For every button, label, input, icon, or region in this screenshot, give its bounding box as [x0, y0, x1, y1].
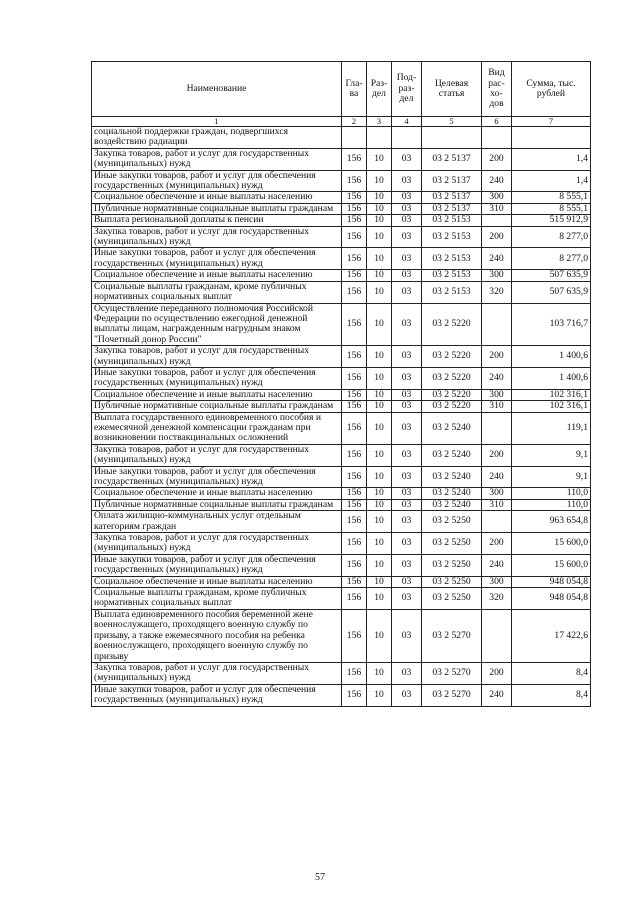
column-number: 5 — [422, 117, 482, 127]
table-row — [92, 662, 591, 684]
table-row — [92, 444, 591, 466]
row-razdel: 10 — [367, 346, 392, 368]
row-podrazdel: 03 — [392, 248, 422, 270]
row-podrazdel: 03 — [392, 662, 422, 684]
row-vid: 300 — [482, 270, 512, 281]
row-razdel: 10 — [367, 401, 392, 412]
row-glava: 156 — [342, 499, 367, 510]
row-name: Выплата государственного единовременного пособия и ежемесячной денежной компенсации гражданам при возникновении поствакцинальных осложнений — [92, 412, 342, 444]
row-glava: 156 — [342, 609, 367, 662]
row-target: 03 2 5220 — [422, 303, 482, 346]
row-sum: 119,1 — [512, 412, 591, 444]
row-glava: 156 — [342, 576, 367, 587]
row-podrazdel: 03 — [392, 346, 422, 368]
row-razdel: 10 — [367, 389, 392, 400]
row-razdel: 10 — [367, 499, 392, 510]
header-sum: Сумма, тыс. рублей — [512, 62, 591, 117]
row-target: 03 2 5270 — [422, 662, 482, 684]
row-podrazdel: 03 — [392, 412, 422, 444]
row-vid: 200 — [482, 444, 512, 466]
row-glava: 156 — [342, 148, 367, 170]
row-podrazdel: 03 — [392, 203, 422, 214]
table-body — [92, 127, 591, 707]
row-razdel: 10 — [367, 533, 392, 555]
row-target: 03 2 5240 — [422, 488, 482, 499]
table-row — [92, 533, 591, 555]
row-glava: 156 — [342, 215, 367, 226]
table-row — [92, 281, 591, 303]
table-row — [92, 170, 591, 192]
row-name: Закупка товаров, работ и услуг для государственных (муниципальных) нужд — [92, 148, 342, 170]
row-razdel: 10 — [367, 609, 392, 662]
row-razdel: 10 — [367, 444, 392, 466]
row-vid: 310 — [482, 499, 512, 510]
table-row — [92, 684, 591, 706]
row-podrazdel: 03 — [392, 170, 422, 192]
row-podrazdel: 03 — [392, 554, 422, 576]
row-podrazdel: 03 — [392, 684, 422, 706]
row-target: 03 2 5137 — [422, 148, 482, 170]
table-row — [92, 488, 591, 499]
row-podrazdel: 03 — [392, 226, 422, 248]
row-glava: 156 — [342, 226, 367, 248]
row-glava: 156 — [342, 346, 367, 368]
row-target: 03 2 5240 — [422, 444, 482, 466]
row-target: 03 2 5240 — [422, 466, 482, 488]
header-vid: Вид рас-хо-дов — [482, 62, 512, 117]
row-vid: 200 — [482, 148, 512, 170]
row-sum: 17 422,6 — [512, 609, 591, 662]
row-sum: 102 316,1 — [512, 401, 591, 412]
column-number: 4 — [392, 117, 422, 127]
row-name: Иные закупки товаров, работ и услуг для обеспечения государственных (муниципальных) нужд — [92, 684, 342, 706]
row-vid: 320 — [482, 281, 512, 303]
row-name: Социальное обеспечение и иные выплаты населению — [92, 192, 342, 203]
row-target: 03 2 5153 — [422, 270, 482, 281]
row-razdel — [367, 127, 392, 149]
column-number: 6 — [482, 117, 512, 127]
row-vid: 240 — [482, 554, 512, 576]
row-podrazdel: 03 — [392, 444, 422, 466]
row-name: Социальные выплаты гражданам, кроме публичных нормативных социальных выплат — [92, 588, 342, 610]
row-sum: 15 600,0 — [512, 554, 591, 576]
row-glava: 156 — [342, 192, 367, 203]
row-target: 03 2 5250 — [422, 511, 482, 533]
row-name: Социальное обеспечение и иные выплаты населению — [92, 270, 342, 281]
row-name: Осуществление переданного полномочия Российской Федерации по осуществлению ежегодной денежной выплаты лицам, награжденным нагрудным знаком "Почетный донор России" — [92, 303, 342, 346]
row-target: 03 2 5220 — [422, 401, 482, 412]
row-target: 03 2 5270 — [422, 609, 482, 662]
row-sum: 9,1 — [512, 466, 591, 488]
row-target: 03 2 5153 — [422, 226, 482, 248]
header-podrazdel: Под-раз-дел — [392, 62, 422, 117]
row-sum: 102 316,1 — [512, 389, 591, 400]
table-row — [92, 270, 591, 281]
row-razdel: 10 — [367, 554, 392, 576]
row-sum: 1 400,6 — [512, 367, 591, 389]
table-row — [92, 148, 591, 170]
row-sum: 1 400,6 — [512, 346, 591, 368]
row-razdel: 10 — [367, 662, 392, 684]
row-sum: 8,4 — [512, 662, 591, 684]
row-vid: 200 — [482, 346, 512, 368]
row-sum: 9,1 — [512, 444, 591, 466]
row-glava: 156 — [342, 511, 367, 533]
row-razdel: 10 — [367, 203, 392, 214]
row-name: Публичные нормативные социальные выплаты гражданам — [92, 203, 342, 214]
row-vid: 310 — [482, 401, 512, 412]
header-row — [92, 62, 591, 117]
row-sum: 15 600,0 — [512, 533, 591, 555]
row-vid — [482, 511, 512, 533]
row-target: 03 2 5270 — [422, 684, 482, 706]
row-podrazdel: 03 — [392, 588, 422, 610]
row-sum: 8 555,1 — [512, 203, 591, 214]
row-vid: 240 — [482, 248, 512, 270]
row-target: 03 2 5250 — [422, 588, 482, 610]
row-name: Публичные нормативные социальные выплаты гражданам — [92, 499, 342, 510]
row-glava: 156 — [342, 684, 367, 706]
table-row — [92, 215, 591, 226]
row-podrazdel: 03 — [392, 389, 422, 400]
row-target: 03 2 5240 — [422, 412, 482, 444]
budget-table — [91, 61, 591, 707]
row-podrazdel — [392, 127, 422, 149]
page-number: 57 — [315, 872, 325, 883]
row-razdel: 10 — [367, 226, 392, 248]
row-target: 03 2 5250 — [422, 576, 482, 587]
row-sum: 8 555,1 — [512, 192, 591, 203]
row-podrazdel: 03 — [392, 533, 422, 555]
row-glava: 156 — [342, 412, 367, 444]
row-name: Социальное обеспечение и иные выплаты населению — [92, 488, 342, 499]
row-sum: 110,0 — [512, 499, 591, 510]
row-podrazdel: 03 — [392, 281, 422, 303]
row-razdel: 10 — [367, 588, 392, 610]
row-razdel: 10 — [367, 215, 392, 226]
row-sum: 948 054,8 — [512, 588, 591, 610]
row-sum — [512, 127, 591, 149]
row-vid — [482, 215, 512, 226]
header-glava: Гла-ва — [342, 62, 367, 117]
table-row — [92, 511, 591, 533]
table-row — [92, 367, 591, 389]
row-name: социальной поддержки граждан, подвергшихся воздействию радиации — [92, 127, 342, 149]
row-vid: 200 — [482, 662, 512, 684]
row-name: Закупка товаров, работ и услуг для государственных (муниципальных) нужд — [92, 662, 342, 684]
row-razdel: 10 — [367, 303, 392, 346]
row-glava: 156 — [342, 401, 367, 412]
table-row — [92, 401, 591, 412]
table-row — [92, 499, 591, 510]
column-number: 3 — [367, 117, 392, 127]
row-target: 03 2 5153 — [422, 248, 482, 270]
row-vid: 300 — [482, 389, 512, 400]
row-vid — [482, 303, 512, 346]
row-name: Иные закупки товаров, работ и услуг для обеспечения государственных (муниципальных) нужд — [92, 170, 342, 192]
table-row — [92, 346, 591, 368]
table-row — [92, 554, 591, 576]
row-razdel: 10 — [367, 412, 392, 444]
row-razdel: 10 — [367, 511, 392, 533]
row-name: Социальное обеспечение и иные выплаты населению — [92, 576, 342, 587]
row-target: 03 2 5137 — [422, 170, 482, 192]
row-target: 03 2 5137 — [422, 203, 482, 214]
row-vid: 200 — [482, 533, 512, 555]
row-podrazdel: 03 — [392, 609, 422, 662]
header-target: Целевая статья — [422, 62, 482, 117]
row-name: Социальные выплаты гражданам, кроме публичных нормативных социальных выплат — [92, 281, 342, 303]
row-razdel: 10 — [367, 248, 392, 270]
row-podrazdel: 03 — [392, 576, 422, 587]
row-razdel: 10 — [367, 684, 392, 706]
row-vid — [482, 609, 512, 662]
row-sum: 515 912,9 — [512, 215, 591, 226]
row-name: Иные закупки товаров, работ и услуг для обеспечения государственных (муниципальных) нужд — [92, 466, 342, 488]
row-target: 03 2 5137 — [422, 192, 482, 203]
table-row — [92, 389, 591, 400]
row-target: 03 2 5240 — [422, 499, 482, 510]
table-row — [92, 226, 591, 248]
row-sum: 1,4 — [512, 148, 591, 170]
table-row — [92, 466, 591, 488]
row-sum: 8,4 — [512, 684, 591, 706]
row-vid: 300 — [482, 488, 512, 499]
row-target — [422, 127, 482, 149]
row-target: 03 2 5220 — [422, 389, 482, 400]
row-name: Закупка товаров, работ и услуг для государственных (муниципальных) нужд — [92, 226, 342, 248]
row-razdel: 10 — [367, 466, 392, 488]
table-row — [92, 303, 591, 346]
row-vid: 300 — [482, 192, 512, 203]
row-name: Закупка товаров, работ и услуг для государственных (муниципальных) нужд — [92, 533, 342, 555]
header-name: Наименование — [92, 62, 342, 117]
row-target: 03 2 5153 — [422, 215, 482, 226]
row-sum: 948 054,8 — [512, 576, 591, 587]
row-razdel: 10 — [367, 576, 392, 587]
row-podrazdel: 03 — [392, 511, 422, 533]
column-number-row — [92, 117, 591, 127]
row-vid: 240 — [482, 367, 512, 389]
row-name: Иные закупки товаров, работ и услуг для обеспечения государственных (муниципальных) нужд — [92, 367, 342, 389]
row-glava — [342, 127, 367, 149]
row-vid: 300 — [482, 576, 512, 587]
table-row — [92, 588, 591, 610]
row-glava: 156 — [342, 488, 367, 499]
row-vid: 240 — [482, 466, 512, 488]
row-podrazdel: 03 — [392, 367, 422, 389]
row-vid — [482, 127, 512, 149]
row-name: Оплата жилищно-коммунальных услуг отдельным категориям граждан — [92, 511, 342, 533]
row-name: Иные закупки товаров, работ и услуг для обеспечения государственных (муниципальных) нужд — [92, 554, 342, 576]
row-target: 03 2 5250 — [422, 533, 482, 555]
row-razdel: 10 — [367, 367, 392, 389]
row-razdel: 10 — [367, 170, 392, 192]
row-name: Социальное обеспечение и иные выплаты населению — [92, 389, 342, 400]
row-podrazdel: 03 — [392, 148, 422, 170]
row-razdel: 10 — [367, 148, 392, 170]
row-vid — [482, 412, 512, 444]
row-glava: 156 — [342, 170, 367, 192]
row-name: Выплата единовременного пособия беременной жене военнослужащего, проходящего военную службу по призыву, а также ежемесячного пособия на ребенка военнослужащего, проходящего военную службу по призыву — [92, 609, 342, 662]
row-glava: 156 — [342, 270, 367, 281]
row-razdel: 10 — [367, 270, 392, 281]
row-glava: 156 — [342, 466, 367, 488]
table-row — [92, 609, 591, 662]
row-vid: 240 — [482, 170, 512, 192]
column-number: 1 — [92, 117, 342, 127]
row-sum: 963 654,8 — [512, 511, 591, 533]
table-row — [92, 412, 591, 444]
header-razdel: Раз-дел — [367, 62, 392, 117]
row-podrazdel: 03 — [392, 270, 422, 281]
row-vid: 200 — [482, 226, 512, 248]
row-glava: 156 — [342, 248, 367, 270]
row-sum: 110,0 — [512, 488, 591, 499]
row-podrazdel: 03 — [392, 499, 422, 510]
row-vid: 240 — [482, 684, 512, 706]
row-target: 03 2 5153 — [422, 281, 482, 303]
row-podrazdel: 03 — [392, 215, 422, 226]
table-row — [92, 248, 591, 270]
row-name: Закупка товаров, работ и услуг для государственных (муниципальных) нужд — [92, 444, 342, 466]
row-sum: 8 277,0 — [512, 248, 591, 270]
row-sum: 507 635,9 — [512, 281, 591, 303]
column-number: 2 — [342, 117, 367, 127]
row-sum: 8 277,0 — [512, 226, 591, 248]
table-row — [92, 127, 591, 149]
row-sum: 103 716,7 — [512, 303, 591, 346]
row-razdel: 10 — [367, 281, 392, 303]
row-name: Выплата региональной доплаты к пенсии — [92, 215, 342, 226]
row-glava: 156 — [342, 389, 367, 400]
row-target: 03 2 5220 — [422, 346, 482, 368]
table-row — [92, 203, 591, 214]
row-podrazdel: 03 — [392, 303, 422, 346]
row-sum: 1,4 — [512, 170, 591, 192]
row-podrazdel: 03 — [392, 488, 422, 499]
row-podrazdel: 03 — [392, 192, 422, 203]
row-glava: 156 — [342, 662, 367, 684]
row-target: 03 2 5220 — [422, 367, 482, 389]
row-razdel: 10 — [367, 192, 392, 203]
row-name: Закупка товаров, работ и услуг для государственных (муниципальных) нужд — [92, 346, 342, 368]
table-row — [92, 576, 591, 587]
row-glava: 156 — [342, 303, 367, 346]
row-glava: 156 — [342, 533, 367, 555]
row-vid: 310 — [482, 203, 512, 214]
column-number: 7 — [512, 117, 591, 127]
row-name: Публичные нормативные социальные выплаты гражданам — [92, 401, 342, 412]
row-razdel: 10 — [367, 488, 392, 499]
row-sum: 507 635,9 — [512, 270, 591, 281]
row-target: 03 2 5250 — [422, 554, 482, 576]
row-name: Иные закупки товаров, работ и услуг для обеспечения государственных (муниципальных) нужд — [92, 248, 342, 270]
row-glava: 156 — [342, 444, 367, 466]
table-row — [92, 192, 591, 203]
row-vid: 320 — [482, 588, 512, 610]
row-glava: 156 — [342, 203, 367, 214]
row-glava: 156 — [342, 367, 367, 389]
row-glava: 156 — [342, 554, 367, 576]
row-podrazdel: 03 — [392, 401, 422, 412]
row-podrazdel: 03 — [392, 466, 422, 488]
row-glava: 156 — [342, 588, 367, 610]
row-glava: 156 — [342, 281, 367, 303]
